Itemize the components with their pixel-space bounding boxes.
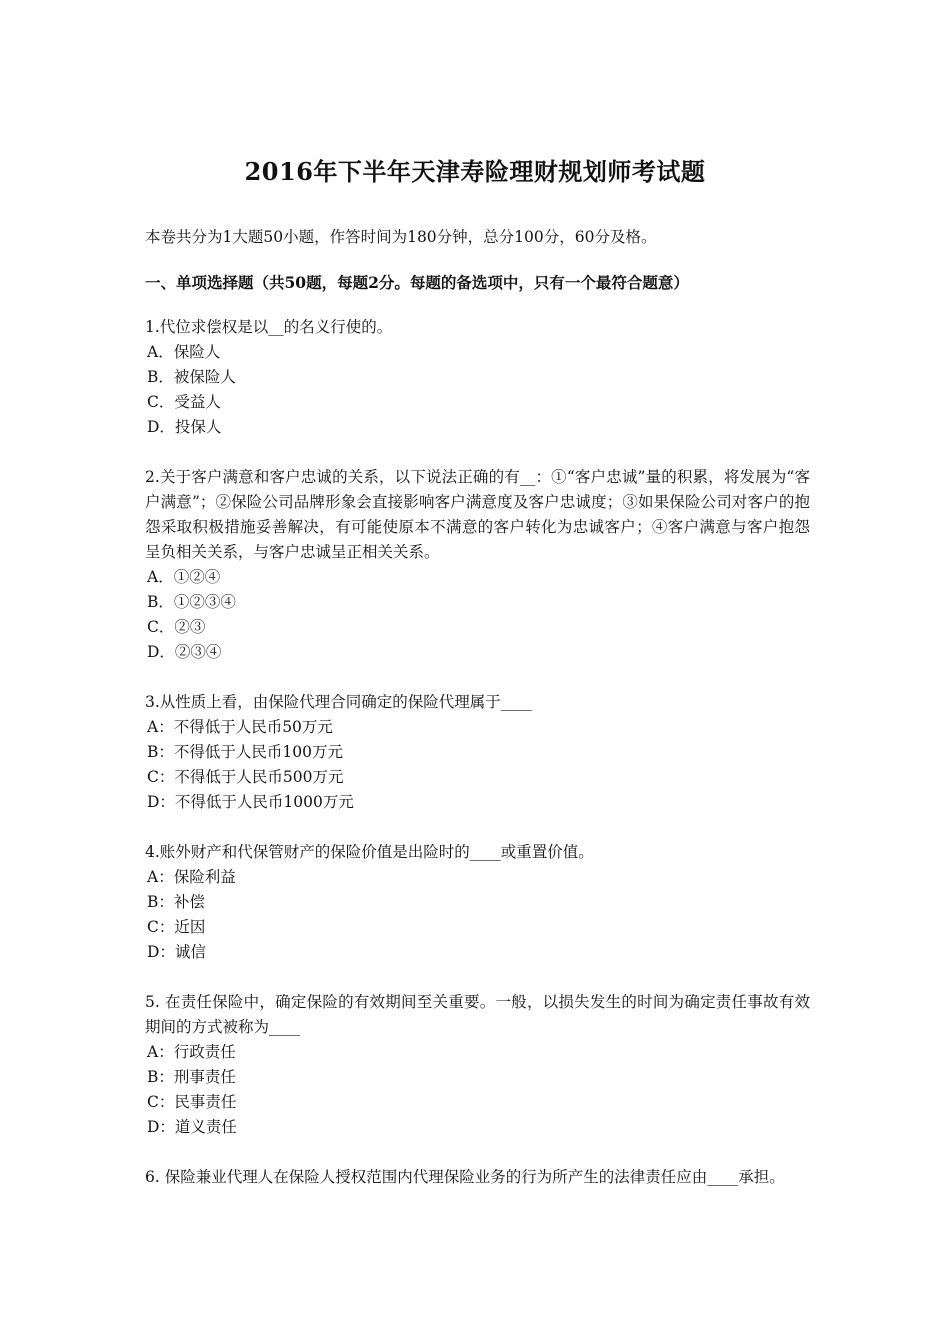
section-heading: 一、单项选择题（共50题，每题2分。每题的备选项中，只有一个最符合题意） bbox=[145, 273, 689, 292]
document-body bbox=[145, 225, 810, 1215]
option-c: C．②③ bbox=[147, 618, 206, 636]
question-stem: 2.关于客户满意和客户忠诚的关系，以下说法正确的有__：①“客户忠诚”量的积累，将发展为“客户满意”；②保险公司品牌形象会直接影响客户满意度及客户忠诚度；③如果保险公司对客户的抱怨采取积极措施妥善解决，有可能使原本不满意的客户转化为忠诚客户；④客户满意与客户抱怨呈负相关关系，与客户忠诚呈正相关关系。 bbox=[145, 468, 810, 561]
option-d: D：道义责任 bbox=[147, 1118, 237, 1136]
question-stem: 1.代位求偿权是以__的名义行使的。 bbox=[145, 318, 393, 336]
option-a: A．①②④ bbox=[147, 568, 221, 586]
option-b: B．被保险人 bbox=[147, 368, 236, 386]
exam-intro: 本卷共分为1大题50小题，作答时间为180分钟，总分100分，60分及格。 bbox=[145, 228, 657, 246]
option-b: B：刑事责任 bbox=[147, 1068, 236, 1086]
question-stem: 3.从性质上看，由保险代理合同确定的保险代理属于____ bbox=[145, 693, 532, 711]
option-d: D：诚信 bbox=[147, 943, 206, 961]
question-stem: 6. 保险兼业代理人在保险人授权范围内代理保险业务的行为所产生的法律责任应由____承担。 bbox=[145, 1168, 785, 1186]
question-4 bbox=[145, 840, 810, 965]
option-b: B：不得低于人民币100万元 bbox=[147, 743, 343, 761]
option-b: B：补偿 bbox=[147, 893, 205, 911]
option-b: B．①②③④ bbox=[147, 593, 236, 611]
option-a: A：行政责任 bbox=[147, 1043, 236, 1061]
option-d: D．②③④ bbox=[147, 643, 222, 661]
option-c: C：近因 bbox=[147, 918, 206, 936]
option-c: C：民事责任 bbox=[147, 1093, 237, 1111]
question-1 bbox=[145, 315, 810, 440]
option-d: D：不得低于人民币1000万元 bbox=[147, 793, 354, 811]
option-c: C：不得低于人民币500万元 bbox=[147, 768, 344, 786]
option-a: A．保险人 bbox=[147, 343, 221, 361]
question-stem: 4.账外财产和代保管财产的保险价值是出险时的____或重置价值。 bbox=[145, 843, 594, 861]
question-3 bbox=[145, 690, 810, 815]
question-6 bbox=[145, 1165, 810, 1190]
question-5 bbox=[145, 990, 810, 1140]
question-stem: 5. 在责任保险中，确定保险的有效期间至关重要。一般，以损失发生的时间为确定责任事故有效期间的方式被称为____ bbox=[145, 993, 810, 1036]
option-c: C．受益人 bbox=[147, 393, 221, 411]
document-title: 2016年下半年天津寿险理财规划师考试题 bbox=[244, 157, 706, 186]
option-a: A：不得低于人民币50万元 bbox=[147, 718, 333, 736]
question-2 bbox=[145, 465, 810, 665]
option-d: D．投保人 bbox=[147, 418, 222, 436]
option-a: A：保险利益 bbox=[147, 868, 236, 886]
